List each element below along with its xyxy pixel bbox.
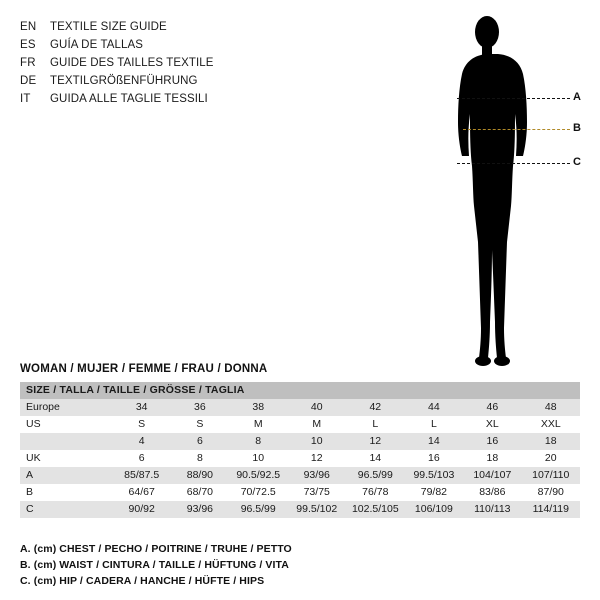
cell: L	[405, 416, 463, 433]
cell: XXL	[522, 416, 580, 433]
language-title: TEXTILGRÖßENFÜHRUNG	[50, 75, 198, 87]
language-row	[20, 90, 320, 108]
measure-label-a: A	[573, 91, 581, 103]
cell: 44	[405, 399, 463, 416]
cell: 96.5/99	[346, 467, 405, 484]
cell: 114/119	[522, 501, 580, 518]
language-code: EN	[20, 21, 37, 33]
cell: 93/96	[171, 501, 229, 518]
cell: 12	[288, 450, 346, 467]
female-body-figure	[420, 10, 590, 370]
cell: 88/90	[171, 467, 229, 484]
cell: 16	[405, 450, 463, 467]
table-row	[20, 399, 580, 416]
cell: 42	[346, 399, 405, 416]
cell: 96.5/99	[229, 501, 288, 518]
language-code: DE	[20, 75, 37, 87]
footnote-c: C. (cm) HIP / CADERA / HANCHE / HÜFTE / HIPS	[20, 575, 265, 587]
cell: 87/90	[522, 484, 580, 501]
size-table	[20, 382, 580, 518]
cell: 107/110	[522, 467, 580, 484]
table-row	[20, 484, 580, 501]
cell: 70/72.5	[229, 484, 288, 501]
language-row	[20, 18, 320, 36]
table-row	[20, 450, 580, 467]
language-title: GUIDE DES TAILLES TEXTILE	[50, 57, 214, 69]
cell: 64/67	[113, 484, 171, 501]
cell: 104/107	[463, 467, 521, 484]
cell: 16	[463, 433, 521, 450]
language-code: IT	[20, 93, 31, 105]
row-label	[20, 433, 113, 450]
table-header-label: SIZE / TALLA / TAILLE / GRÖSSE / TAGLIA	[20, 382, 580, 399]
cell: 99.5/102	[288, 501, 346, 518]
cell: 102.5/105	[346, 501, 405, 518]
cell: 68/70	[171, 484, 229, 501]
cell: 36	[171, 399, 229, 416]
language-row	[20, 72, 320, 90]
cell: 6	[113, 450, 171, 467]
measure-line-b	[463, 129, 570, 130]
cell: 46	[463, 399, 521, 416]
measure-label-c: C	[573, 156, 581, 168]
row-label: US	[20, 416, 113, 433]
footnote-a: A. (cm) CHEST / PECHO / POITRINE / TRUHE / PETTO	[20, 543, 292, 555]
measure-label-b: B	[573, 122, 581, 134]
cell: 18	[463, 450, 521, 467]
cell: 76/78	[346, 484, 405, 501]
table-row	[20, 467, 580, 484]
cell: S	[113, 416, 171, 433]
cell: 99.5/103	[405, 467, 463, 484]
cell: 90/92	[113, 501, 171, 518]
row-label: B	[20, 484, 113, 501]
cell: M	[229, 416, 288, 433]
cell: 106/109	[405, 501, 463, 518]
cell: 73/75	[288, 484, 346, 501]
cell: 14	[405, 433, 463, 450]
cell: 14	[346, 450, 405, 467]
cell: S	[171, 416, 229, 433]
cell: M	[288, 416, 346, 433]
cell: 79/82	[405, 484, 463, 501]
cell: 38	[229, 399, 288, 416]
cell: 48	[522, 399, 580, 416]
language-code: ES	[20, 39, 36, 51]
cell: 85/87.5	[113, 467, 171, 484]
cell: 83/86	[463, 484, 521, 501]
language-list	[20, 18, 320, 108]
row-label: A	[20, 467, 113, 484]
table-row	[20, 416, 580, 433]
language-code: FR	[20, 57, 36, 69]
language-title: TEXTILE SIZE GUIDE	[50, 21, 167, 33]
cell: 4	[113, 433, 171, 450]
cell: 93/96	[288, 467, 346, 484]
woman-silhouette-icon	[420, 10, 590, 370]
cell: 8	[171, 450, 229, 467]
table-header-row	[20, 382, 580, 399]
language-title: GUIDA ALLE TAGLIE TESSILI	[50, 93, 208, 105]
cell: 110/113	[463, 501, 521, 518]
cell: 34	[113, 399, 171, 416]
footnote-b: B. (cm) WAIST / CINTURA / TAILLE / HÜFTUNG / VITA	[20, 559, 289, 571]
measure-line-c	[457, 163, 570, 164]
cell: L	[346, 416, 405, 433]
language-row	[20, 54, 320, 72]
row-label: C	[20, 501, 113, 518]
section-title-woman: WOMAN / MUJER / FEMME / FRAU / DONNA	[20, 363, 268, 375]
cell: 8	[229, 433, 288, 450]
measure-line-a	[457, 98, 570, 99]
table-row	[20, 433, 580, 450]
cell: 18	[522, 433, 580, 450]
language-title: GUÍA DE TALLAS	[50, 39, 144, 51]
cell: 40	[288, 399, 346, 416]
cell: 6	[171, 433, 229, 450]
row-label: Europe	[20, 399, 113, 416]
cell: 12	[346, 433, 405, 450]
table-row	[20, 501, 580, 518]
size-table-wrapper	[20, 382, 580, 518]
language-row	[20, 36, 320, 54]
cell: 10	[229, 450, 288, 467]
cell: XL	[463, 416, 521, 433]
cell: 10	[288, 433, 346, 450]
row-label: UK	[20, 450, 113, 467]
footnotes	[20, 541, 580, 589]
cell: 20	[522, 450, 580, 467]
cell: 90.5/92.5	[229, 467, 288, 484]
